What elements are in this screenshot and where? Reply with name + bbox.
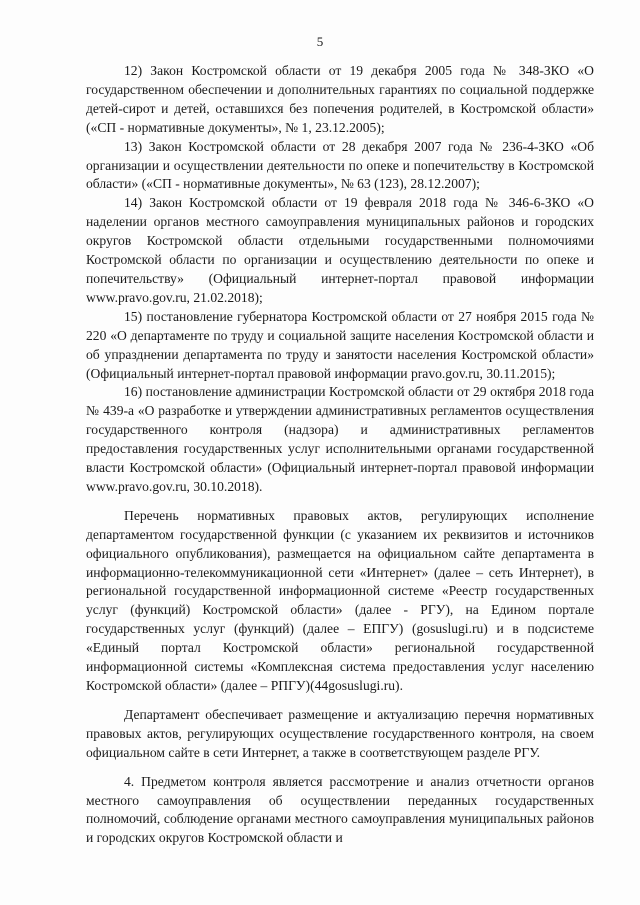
document-body [86,62,594,848]
paragraph-department-duty: Департамент обеспечивает размещение и актуализацию перечня нормативных правовых актов, регулирующих осуществление государственного контроля, на своем официальном сайте в сети Интернет, а также в соответствующем разделе РГУ. [86,706,594,760]
list-item-15: 15) постановление губернатора Костромской области от 27 ноября 2015 года № 220 «О департаменте по труду и социальной защите населения Костромской области и об упразднении департамента по труду и занятости населения Костромской области» (Официальный интернет-портал правовой информации pravo.gov.ru, 30.11.2015); [86,308,594,381]
list-item-13: 13) Закон Костромской области от 28 декабря 2007 года № 236-4-ЗКО «Об организации и осуществлении деятельности по опеке и попечительству в Костромской области» («СП - нормативные документы», № 63 (123), 28.12.2007); [86,138,594,192]
list-item-12: 12) Закон Костромской области от 19 декабря 2005 года № 348-ЗКО «О государственном обеспечении и дополнительных гарантиях по социальной поддержке детей-сирот и детей, оставшихся без попечения родителей, в Костромской области» («СП - нормативные документы», № 1, 23.12.2005); [86,63,594,135]
page-number: 5 [316,34,324,49]
list-item-14: 14) Закон Костромской области от 19 февраля 2018 года № 346-6-ЗКО «О наделении органов местного самоуправления муниципальных районов и городских округов Костромской области отдельными государственными полномочиями Костромской области по организации и осуществлению деятельности по опеке и попечительству» (Официальный интернет-портал правовой информации www.pravo.gov.ru, 21.02.2018); [86,195,594,305]
paragraph-control-subject: 4. Предметом контроля является рассмотрение и анализ отчетности органов местного самоуправления об осуществлении переданных государственных полномочий, соблюдение органами местного самоуправления муниципальных районов и городских округов Костромской области и [86,773,594,846]
list-item-16: 16) постановление администрации Костромской области от 29 октября 2018 года № 439-а «О разработке и утверждении административных регламентов осуществления государственного контроля (надзора) и административных регламентов предоставления государственных услуг исполнительными органами государственной власти Костромской области» (Официальный интернет-портал правовой информации www.pravo.gov.ru, 30.10.2018). [86,384,594,494]
paragraph-regulatory-list: Перечень нормативных правовых актов, регулирующих исполнение департаментом государственной функции (с указанием их реквизитов и источников официального опубликования), размещается на официальном сайте департамента в информационно-телекоммуникационной сети «Интернет» (далее – сеть Интернет), в региональной государственной информационной системе «Реестр государственных услуг (функций) Костромской области» (далее - РГУ), на Едином портале государственных услуг (функций) (далее – ЕПГУ) (gosuslugi.ru) и в подсистеме «Единый портал Костромской области» региональной государственной информационной системы «Комплексная система предоставления услуг населению Костромской области» (далее – РПГУ)(44gosuslugi.ru). [86,507,594,693]
